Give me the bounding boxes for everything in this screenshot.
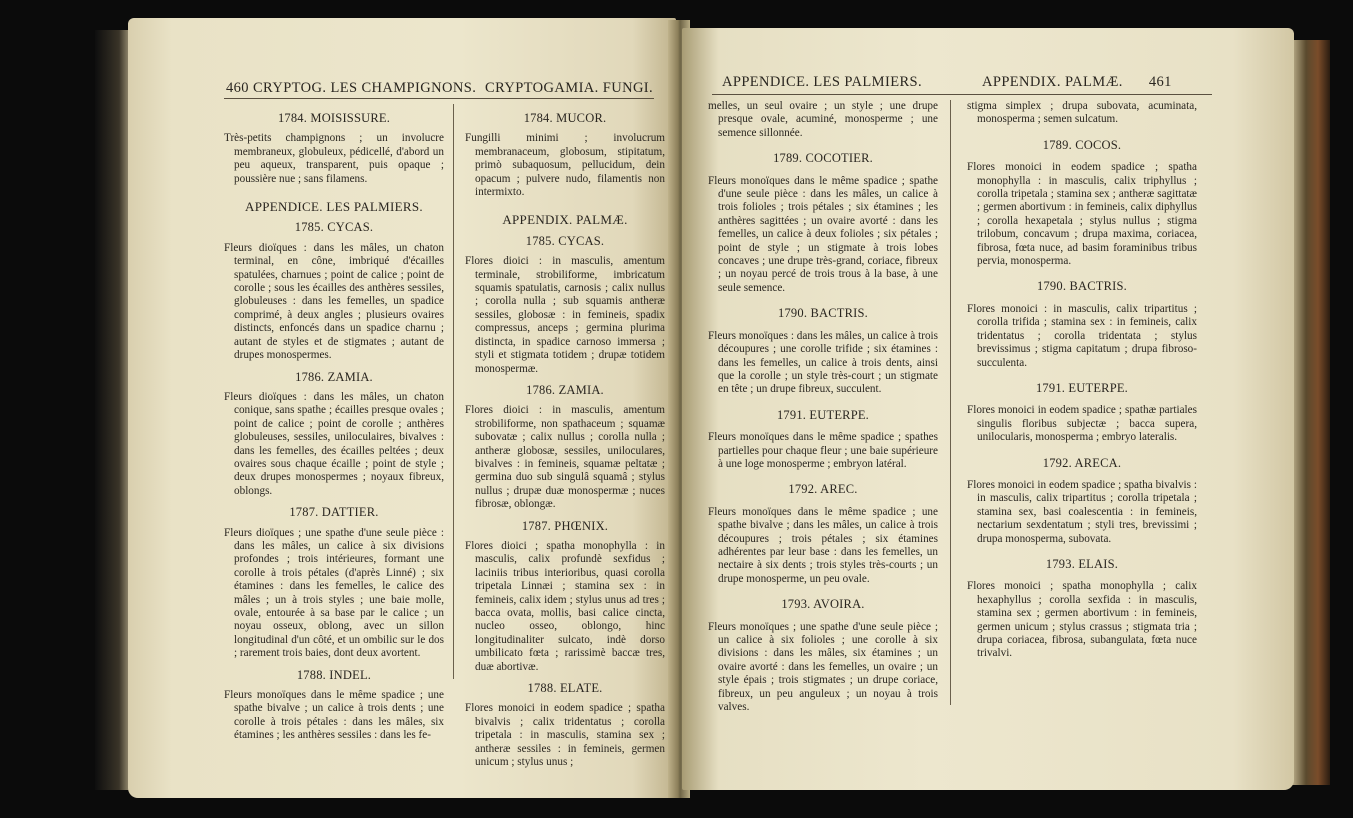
entry-paragraph: Flores monoici in eodem spadice ; spatha monophylla : in masculis, calix triphyllus ; corolla tripetala ; stamina sex ; antheræ sagittatæ ; germen abortivum : in femineis, calix diphyllus ; corolla hexapetala ; stylus nullus ; stigma trilobum, concavum ; drupa maxima, coriacea, fibrosa, fœta nuce, ad basim foraminibus tribus pervia, monosperma. [967,161,1197,268]
entry-heading: 1793. AVOIRA. [781,597,865,612]
entry-heading: 1792. AREC. [788,482,858,497]
entry-heading: 1786. ZAMIA. [526,382,604,397]
entry-paragraph: Flores dioici ; spatha monophylla : in masculis, calix profundè sexfidus ; laciniis tribus interioribus, quasi corolla tripetala Linnæi ; stamina sex : in femineis, calix idem ; stylus unus ad tres ; bacca ovata, mollis, basi calice cincta, nucleo osseo, oblongo, hinc longitudinaliter sulcato, indè dorso umbilicato fœta ; rarissimè baccæ tres, duæ abortivæ. [465,539,665,673]
entry-heading: 1790. BACTRIS. [1037,279,1127,294]
section-heading: APPENDICE. LES PALMIERS. [245,199,423,215]
entry-paragraph: Fleurs dioïques : dans les mâles, un chaton terminal, en cône, imbriqué d'écailles spatulées, charnues ; point de calice ; point de corolle ; sous les écailles des anthères sessiles, globuleuses : dans les femelles, un spadice comprimé, à deux angles ; plusieurs ovaires distincts, enfoncés dans un spadice charnu ; autant de styles et de stigmates ; autant de drupes monospermes. [224,241,444,362]
left-page-number-and-header [226,80,476,97]
entry-heading: 1784. MOISISSURE. [277,111,391,125]
entry-heading: 1790. BACTRIS. [778,306,868,321]
entry-heading: 1787. DATTIER. [289,505,379,520]
running-header-latin: CRYPTOGAMIA. FUNGI. [485,80,654,96]
entry-heading: 1793. ELAIS. [1045,556,1119,571]
entry-paragraph: Flores dioici : in masculis, amentum strobiliforme, non spathaceum ; squamæ subovatæ ; calix nullus ; corolla nulla ; antheræ globosæ, sessiles, uniloculares, bivalves : in femineis, squamæ peltatæ ; germina duo sub singulâ squamâ ; stylus nullus ; drupæ duæ monospermæ ; nuces fibrosæ, oblongæ. [465,404,665,511]
right-page [682,28,1294,790]
entry-paragraph: Fleurs monoïques dans le même spadice ; spathes partielles pour chaque fleur ; une baie supérieure à une loge monosperme ; embryon latéral. [708,431,938,470]
entry-paragraph: Très-petits champignons ; un involucre membraneux, globuleux, pédicellé, d'abord un peu aqueux, transparent, puis opaque ; poussière nue ; sans filamens. [224,132,444,185]
running-header-french: CRYPTOG. LES CHAMPIGNONS. [252,80,477,96]
entry-heading: 1785. CYCAS. [525,233,605,248]
entry-heading: 1789. COCOS. [1042,137,1122,152]
book-binding-right [1290,40,1330,785]
entry-heading: 1792. ARECA. [1042,455,1122,470]
entry-paragraph: Fleurs monoïques dans le même spadice ; une spathe bivalve ; dans les mâles, un calice à trois découpures ; trois pétales ; six étamines adhérentes par leur base : dans les femelles, un nectaire à six dents ; trois styles très-courts ; un drupe monosperme, un peu ovale. [708,505,938,585]
entry-heading: 1786. ZAMIA. [295,369,373,384]
entry-heading: 1788. ELATE. [527,681,603,696]
entry-paragraph: Flores monoici ; spatha monophylla ; calix hexaphyllus ; corolla sexfida : in masculis, stamina sex ; germen abortivum : in femineis, germen unicum ; stylus crassus ; stigmata tria ; drupa coriacea, fibrosa, subangulata, fœta nuce trivalvi. [967,580,1197,660]
entry-paragraph: stigma simplex ; drupa subovata, acuminata, monosperma ; semen sulcatum. [967,100,1197,126]
entry-heading: 1787. PHŒNIX. [521,518,609,533]
entry-heading: 1789. COCOTIER. [773,151,873,166]
entry-paragraph: Flores monoici in eodem spadice ; spatha bivalvis ; calix tridentatus ; corolla tripetala : in masculis, stamina sex ; antheræ sessiles : in femineis, germen unicum ; stylus unus ; [465,702,665,769]
entry-paragraph: Flores monoici in eodem spadice ; spathæ partiales singulis floribus subjectæ ; bacca supera, unilocularis, monosperma ; embryo lateralis. [967,404,1197,444]
entry-heading: 1785. CYCAS. [294,220,374,235]
french-column [708,100,938,714]
entry-paragraph: Fleurs monoïques : dans les mâles, un calice à trois découpures ; une corolle trifide ; six étamines : dans les femelles, un calice à trois dents, ainsi que la corolle ; un style très-court ; un stigmate en tête ; un drupe fibreux, succulent. [708,329,938,396]
entry-paragraph: Fleurs monoïques dans le même spadice ; une spathe bivalve ; un calice à trois dents ; une corolle à trois pétales : dans les mâles, six étamines ; les anthères sessiles : dans les fe- [224,689,444,742]
section-heading: APPENDIX. PALMÆ. [502,212,628,228]
entry-heading: 1791. EUTERPE. [1035,380,1129,395]
entry-paragraph: Flores monoici in eodem spadice ; spatha bivalvis : in masculis, calix tripartitus ; corolla tripetala ; stamina sex, basi coalescentia : in femineis, nectarium sexdentatum ; styli tres, brevissimi ; drupa monosperma, subovata. [967,478,1197,545]
entry-paragraph: Fleurs monoïques dans le même spadice ; spathe d'une seule pièce : dans les mâles, un calice à trois folioles ; trois pétales ; six étamines ; les anthères sagittées ; un ovaire avorté : dans les femelles, un calice à deux folioles ; six pétales ; point de style ; un stigmate à trois lobes concaves ; une drupe très-grand, coriace, fibreux ; un noyau percé de trois trous à la base, à une seule semence. [708,174,938,294]
right-page-header [982,74,1172,91]
entry-paragraph: Flores monoici : in masculis, calix tripartitus ; corolla trifida ; stamina sex : in femineis, calix tridentatus ; corolla tridentata ; stylus brevissimus ; stigma capitatum ; drupa fibroso-succulenta. [967,302,1197,369]
entry-heading: 1784. MUCOR. [523,111,607,125]
latin-column [465,104,665,769]
latin-column [967,100,1197,661]
page-number: 461 [1148,74,1172,90]
running-header-french: APPENDICE. LES PALMIERS. [722,74,923,90]
entry-paragraph: Flores dioici : in masculis, amentum terminale, strobiliforme, imbricatum squamis spatulatis, carnosis ; calix nullus ; corolla nulla ; sub squamis antheræ sessiles, globosæ : in femineis, spadix compressus, anceps ; germina plurima distincta, in spadice carnoso immersa ; styli et stigmata totidem ; drupæ totidem monospermæ. [465,255,665,375]
column-divider [950,100,951,705]
header-rule [224,98,654,99]
entry-paragraph: melles, un seul ovaire ; un style ; une drupe presque ovale, acuminé, monosperme ; une semence sillonnée. [708,100,938,139]
left-page [128,18,676,798]
french-column [224,104,444,743]
page-number: 460 [226,80,249,96]
column-divider [453,104,454,679]
running-header-latin: APPENDIX. PALMÆ. [982,74,1123,90]
header-rule [712,94,1212,95]
entry-paragraph: Fleurs monoïques ; une spathe d'une seule pièce ; un calice à six folioles ; une corolle à six divisions : dans les mâles, six étamines ; un ovaire avorté : dans les femelles, un ovaire ; un style épais ; trois stigmates ; un drupe coriace, fibreux, un peu anguleux ; un noyau à trois valves. [708,620,938,714]
entry-paragraph: Fleurs dioïques : dans les mâles, un chaton conique, sans spathe ; écailles presque ovales ; point de calice ; point de corolle ; anthères globuleuses, sessiles, uniloculaires, bivalves : dans les femelles, des écailles peltées ; deux ovaires sous chaque écaille ; point de style ; deux drupes monospermes ; noyaux fibreux, oblongs. [224,390,444,497]
entry-heading: 1788. INDEL. [296,667,372,682]
entry-paragraph: Fungilli minimi ; involucrum membranaceum, globosum, stipitatum, primò subaquosum, pellucidum, dein opacum ; pulvere nudo, filamentis non intermixto. [465,132,665,199]
entry-heading: 1791. EUTERPE. [776,407,870,422]
entry-paragraph: Fleurs dioïques ; une spathe d'une seule pièce : dans les mâles, un calice à six divisions profondes ; trois intérieures, formant une corolle à trois pétales (d'après Linné) ; six étamines : dans les femelles, le calice des mâles ; un à trois styles ; une baie molle, ovale, entourée à sa base par le calice ; un noyau osseux, oblong, avec un sillon longitudinal d'un côté, et un ombilic sur le dos ; rarement trois baies, dont deux avortent. [224,526,444,660]
